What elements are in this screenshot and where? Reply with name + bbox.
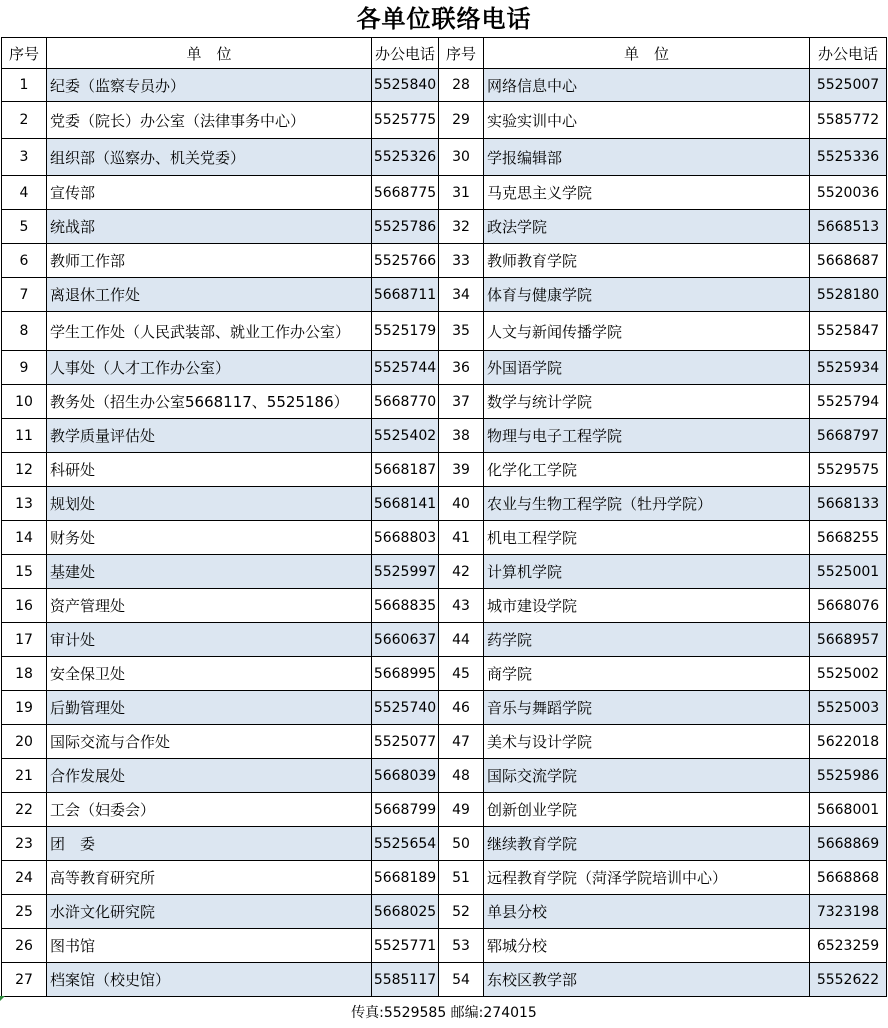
seq-cell-left: 27 <box>2 963 47 997</box>
unit-name-cell-right: 城市建设学院 <box>484 589 810 623</box>
header-seq-right: 序号 <box>439 38 484 69</box>
seq-cell-left: 8 <box>2 312 47 351</box>
unit-name-cell-right: 创新创业学院 <box>484 793 810 827</box>
table-row <box>2 793 887 827</box>
table-row <box>2 691 887 725</box>
seq-cell-right: 38 <box>439 419 484 453</box>
table-row <box>2 102 887 139</box>
phone-cell-left: 5525402 <box>372 419 439 453</box>
seq-cell-left: 17 <box>2 623 47 657</box>
seq-cell-right: 46 <box>439 691 484 725</box>
seq-cell-left: 6 <box>2 244 47 278</box>
unit-name-cell-left: 高等教育研究所 <box>47 861 372 895</box>
unit-name-cell-left: 水浒文化研究院 <box>47 895 372 929</box>
table-row <box>2 210 887 244</box>
seq-cell-right: 54 <box>439 963 484 997</box>
phone-cell-left: 5525740 <box>372 691 439 725</box>
phone-cell-right: 5668255 <box>810 521 887 555</box>
seq-cell-right: 43 <box>439 589 484 623</box>
seq-cell-left: 14 <box>2 521 47 555</box>
phone-cell-right: 5668797 <box>810 419 887 453</box>
table-row <box>2 453 887 487</box>
unit-name-cell-right: 远程教育学院（菏泽学院培训中心） <box>484 861 810 895</box>
seq-cell-right: 44 <box>439 623 484 657</box>
seq-cell-left: 12 <box>2 453 47 487</box>
phone-cell-left: 5668039 <box>372 759 439 793</box>
seq-cell-right: 32 <box>439 210 484 244</box>
unit-name-cell-left: 纪委（监察专员办） <box>47 69 372 102</box>
phone-cell-right: 5525007 <box>810 69 887 102</box>
unit-name-cell-right: 政法学院 <box>484 210 810 244</box>
phone-cell-left: 5660637 <box>372 623 439 657</box>
table-row <box>2 385 887 419</box>
phone-cell-right: 7323198 <box>810 895 887 929</box>
seq-cell-left: 20 <box>2 725 47 759</box>
seq-cell-right: 45 <box>439 657 484 691</box>
seq-cell-right: 28 <box>439 69 484 102</box>
table-row <box>2 278 887 312</box>
phone-cell-left: 5525326 <box>372 139 439 176</box>
phone-cell-right: 5520036 <box>810 176 887 210</box>
seq-cell-right: 35 <box>439 312 484 351</box>
phone-cell-right: 5622018 <box>810 725 887 759</box>
unit-name-cell-right: 商学院 <box>484 657 810 691</box>
seq-cell-left: 1 <box>2 69 47 102</box>
unit-name-cell-right: 数学与统计学院 <box>484 385 810 419</box>
phone-cell-right: 5668957 <box>810 623 887 657</box>
phone-cell-left: 5585117 <box>372 963 439 997</box>
phone-cell-left: 5668995 <box>372 657 439 691</box>
unit-name-cell-left: 资产管理处 <box>47 589 372 623</box>
unit-name-cell-right: 农业与生物工程学院（牡丹学院） <box>484 487 810 521</box>
unit-name-cell-left: 基建处 <box>47 555 372 589</box>
table-row <box>2 623 887 657</box>
phone-cell-right: 6523259 <box>810 929 887 963</box>
table-row <box>2 827 887 861</box>
unit-name-cell-left: 图书馆 <box>47 929 372 963</box>
phone-cell-right: 5525336 <box>810 139 887 176</box>
table-row <box>2 589 887 623</box>
seq-cell-left: 24 <box>2 861 47 895</box>
phone-cell-left: 5668799 <box>372 793 439 827</box>
unit-name-cell-left: 教学质量评估处 <box>47 419 372 453</box>
phone-cell-left: 5668835 <box>372 589 439 623</box>
unit-name-cell-left: 科研处 <box>47 453 372 487</box>
unit-name-cell-right: 网络信息中心 <box>484 69 810 102</box>
table-row <box>2 351 887 385</box>
phone-cell-left: 5525775 <box>372 102 439 139</box>
unit-name-cell-left: 学生工作处（人民武装部、就业工作办公室） <box>47 312 372 351</box>
unit-name-cell-left: 规划处 <box>47 487 372 521</box>
table-row <box>2 521 887 555</box>
seq-cell-right: 29 <box>439 102 484 139</box>
phone-cell-left: 5525840 <box>372 69 439 102</box>
phone-cell-left: 5525766 <box>372 244 439 278</box>
table-row <box>2 725 887 759</box>
phone-cell-right: 5668869 <box>810 827 887 861</box>
unit-name-cell-right: 单县分校 <box>484 895 810 929</box>
unit-name-cell-right: 国际交流学院 <box>484 759 810 793</box>
seq-cell-right: 33 <box>439 244 484 278</box>
unit-name-cell-left: 人事处（人才工作办公室） <box>47 351 372 385</box>
unit-name-cell-right: 马克思主义学院 <box>484 176 810 210</box>
unit-name-cell-right: 实验实训中心 <box>484 102 810 139</box>
unit-name-cell-left: 离退休工作处 <box>47 278 372 312</box>
seq-cell-right: 36 <box>439 351 484 385</box>
unit-name-cell-left: 教务处（招生办公室5668117、5525186） <box>47 385 372 419</box>
table-row <box>2 929 887 963</box>
seq-cell-right: 39 <box>439 453 484 487</box>
seq-cell-right: 41 <box>439 521 484 555</box>
unit-name-cell-right: 物理与电子工程学院 <box>484 419 810 453</box>
seq-cell-left: 3 <box>2 139 47 176</box>
table-row <box>2 487 887 521</box>
phone-directory-table <box>1 37 887 997</box>
seq-cell-left: 26 <box>2 929 47 963</box>
unit-name-cell-right: 药学院 <box>484 623 810 657</box>
seq-cell-left: 21 <box>2 759 47 793</box>
table-row <box>2 657 887 691</box>
seq-cell-left: 2 <box>2 102 47 139</box>
phone-cell-right: 5668687 <box>810 244 887 278</box>
page-title: 各单位联络电话 <box>356 4 532 33</box>
phone-cell-left: 5525997 <box>372 555 439 589</box>
unit-name-cell-left: 团 委 <box>47 827 372 861</box>
phone-cell-right: 5585772 <box>810 102 887 139</box>
phone-cell-right: 5525934 <box>810 351 887 385</box>
seq-cell-left: 15 <box>2 555 47 589</box>
table-row <box>2 759 887 793</box>
seq-cell-right: 34 <box>439 278 484 312</box>
header-phone-right: 办公电话 <box>810 38 887 69</box>
phone-cell-left: 5668711 <box>372 278 439 312</box>
phone-cell-right: 5668001 <box>810 793 887 827</box>
phone-cell-left: 5668803 <box>372 521 439 555</box>
phone-cell-right: 5529575 <box>810 453 887 487</box>
seq-cell-right: 47 <box>439 725 484 759</box>
unit-name-cell-left: 宣传部 <box>47 176 372 210</box>
seq-cell-left: 5 <box>2 210 47 244</box>
unit-name-cell-left: 安全保卫处 <box>47 657 372 691</box>
unit-name-cell-right: 外国语学院 <box>484 351 810 385</box>
unit-name-cell-left: 党委（院长）办公室（法律事务中心） <box>47 102 372 139</box>
unit-name-cell-right: 郓城分校 <box>484 929 810 963</box>
unit-name-cell-right: 化学化工学院 <box>484 453 810 487</box>
table-row <box>2 244 887 278</box>
phone-cell-right: 5525003 <box>810 691 887 725</box>
unit-name-cell-right: 学报编辑部 <box>484 139 810 176</box>
phone-cell-right: 5525794 <box>810 385 887 419</box>
seq-cell-left: 23 <box>2 827 47 861</box>
unit-name-cell-left: 组织部（巡察办、机关党委） <box>47 139 372 176</box>
phone-cell-right: 5528180 <box>810 278 887 312</box>
seq-cell-left: 7 <box>2 278 47 312</box>
table-row <box>2 312 887 351</box>
unit-name-cell-right: 教师教育学院 <box>484 244 810 278</box>
unit-name-cell-left: 审计处 <box>47 623 372 657</box>
phone-cell-right: 5525002 <box>810 657 887 691</box>
unit-name-cell-right: 继续教育学院 <box>484 827 810 861</box>
seq-cell-right: 40 <box>439 487 484 521</box>
seq-cell-right: 51 <box>439 861 484 895</box>
seq-cell-left: 11 <box>2 419 47 453</box>
header-seq-left: 序号 <box>2 38 47 69</box>
table-row <box>2 176 887 210</box>
phone-cell-right: 5668513 <box>810 210 887 244</box>
phone-cell-right: 5668868 <box>810 861 887 895</box>
seq-cell-left: 22 <box>2 793 47 827</box>
table-header-row <box>2 38 887 69</box>
unit-name-cell-right: 机电工程学院 <box>484 521 810 555</box>
seq-cell-right: 37 <box>439 385 484 419</box>
seq-cell-left: 25 <box>2 895 47 929</box>
phone-cell-right: 5668133 <box>810 487 887 521</box>
unit-name-cell-left: 档案馆（校史馆） <box>47 963 372 997</box>
unit-name-cell-left: 国际交流与合作处 <box>47 725 372 759</box>
unit-name-cell-right: 计算机学院 <box>484 555 810 589</box>
unit-name-cell-right: 音乐与舞蹈学院 <box>484 691 810 725</box>
table-row <box>2 419 887 453</box>
seq-cell-right: 30 <box>439 139 484 176</box>
phone-cell-left: 5668187 <box>372 453 439 487</box>
fax-postcode-footer: 传真:5529585 邮编:274015 <box>351 1005 537 1021</box>
table-row <box>2 963 887 997</box>
unit-name-cell-left: 后勤管理处 <box>47 691 372 725</box>
header-phone-left: 办公电话 <box>372 38 439 69</box>
table-row <box>2 861 887 895</box>
phone-cell-left: 5525786 <box>372 210 439 244</box>
unit-name-cell-right: 人文与新闻传播学院 <box>484 312 810 351</box>
phone-cell-left: 5525744 <box>372 351 439 385</box>
seq-cell-right: 49 <box>439 793 484 827</box>
seq-cell-left: 18 <box>2 657 47 691</box>
unit-name-cell-left: 合作发展处 <box>47 759 372 793</box>
seq-cell-left: 10 <box>2 385 47 419</box>
unit-name-cell-left: 工会（妇委会） <box>47 793 372 827</box>
phone-cell-left: 5525179 <box>372 312 439 351</box>
phone-cell-left: 5668141 <box>372 487 439 521</box>
phone-cell-left: 5668189 <box>372 861 439 895</box>
seq-cell-left: 16 <box>2 589 47 623</box>
unit-name-cell-right: 美术与设计学院 <box>484 725 810 759</box>
unit-name-cell-right: 东校区教学部 <box>484 963 810 997</box>
phone-cell-left: 5525077 <box>372 725 439 759</box>
phone-cell-right: 5525847 <box>810 312 887 351</box>
seq-cell-right: 31 <box>439 176 484 210</box>
seq-cell-left: 19 <box>2 691 47 725</box>
header-unit-left: 单 位 <box>47 38 372 69</box>
phone-cell-left: 5668025 <box>372 895 439 929</box>
table-row <box>2 69 887 102</box>
seq-cell-left: 13 <box>2 487 47 521</box>
phone-cell-left: 5668775 <box>372 176 439 210</box>
table-row <box>2 139 887 176</box>
unit-name-cell-right: 体育与健康学院 <box>484 278 810 312</box>
unit-name-cell-left: 统战部 <box>47 210 372 244</box>
seq-cell-right: 50 <box>439 827 484 861</box>
phone-cell-left: 5525654 <box>372 827 439 861</box>
table-row <box>2 895 887 929</box>
header-unit-right: 单 位 <box>484 38 810 69</box>
phone-cell-right: 5525001 <box>810 555 887 589</box>
phone-cell-right: 5668076 <box>810 589 887 623</box>
unit-name-cell-left: 教师工作部 <box>47 244 372 278</box>
seq-cell-right: 53 <box>439 929 484 963</box>
phone-cell-left: 5525771 <box>372 929 439 963</box>
unit-name-cell-left: 财务处 <box>47 521 372 555</box>
seq-cell-right: 42 <box>439 555 484 589</box>
table-row <box>2 555 887 589</box>
phone-cell-right: 5552622 <box>810 963 887 997</box>
seq-cell-right: 48 <box>439 759 484 793</box>
seq-cell-right: 52 <box>439 895 484 929</box>
phone-cell-left: 5668770 <box>372 385 439 419</box>
phone-cell-right: 5525986 <box>810 759 887 793</box>
seq-cell-left: 4 <box>2 176 47 210</box>
seq-cell-left: 9 <box>2 351 47 385</box>
